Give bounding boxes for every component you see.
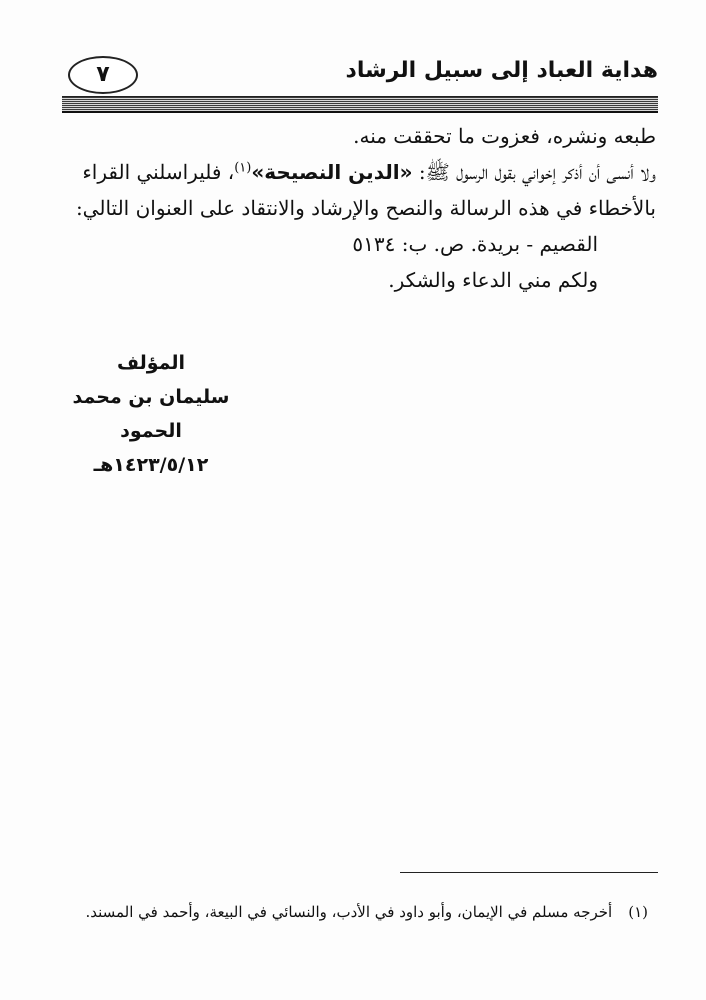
body-paragraph-request	[68, 154, 656, 226]
footnote-reference: (١)	[234, 160, 252, 176]
signature-block	[66, 346, 236, 482]
author-name: سليمان بن محمد الحمود	[72, 386, 230, 442]
author-role: المؤلف	[116, 352, 186, 374]
para-end: ، فليراسلني القراء بالأخطاء في هذه الرسالة والنصح والإرشاد والانتقاد على العنوان التالي:	[75, 160, 656, 220]
closing-line: ولكم مني الدعاء والشكر.	[388, 268, 598, 292]
header-decorative-band	[62, 96, 658, 113]
footnote	[80, 900, 648, 924]
page-number-oval	[68, 56, 138, 94]
body-line-continuation: طبعه ونشره، فعزوت ما تحققت منه.	[353, 124, 656, 148]
postal-address: القصيم - بريدة. ص. ب: ٥١٣٤	[352, 232, 598, 256]
hadith-quote: «الدين النصيحة»	[251, 160, 413, 184]
footnote-separator	[400, 872, 658, 873]
running-title: هداية العباد إلى سبيل الرشاد	[345, 58, 658, 83]
body-text	[68, 118, 656, 298]
para-start: ولا أنسى أن أذكر إخواني بقول الرسول ﷺ:	[412, 160, 656, 184]
footnote-mark: (١)	[628, 903, 648, 921]
signature-date: ١٤٢٣/٥/١٢هـ	[93, 454, 209, 476]
page-number: ٧	[96, 62, 110, 87]
footnote-text: أخرجه مسلم في الإيمان، وأبو داود في الأدب، والنسائي في البيعة، وأحمد في المسند.	[85, 903, 613, 921]
page-header	[62, 52, 658, 112]
